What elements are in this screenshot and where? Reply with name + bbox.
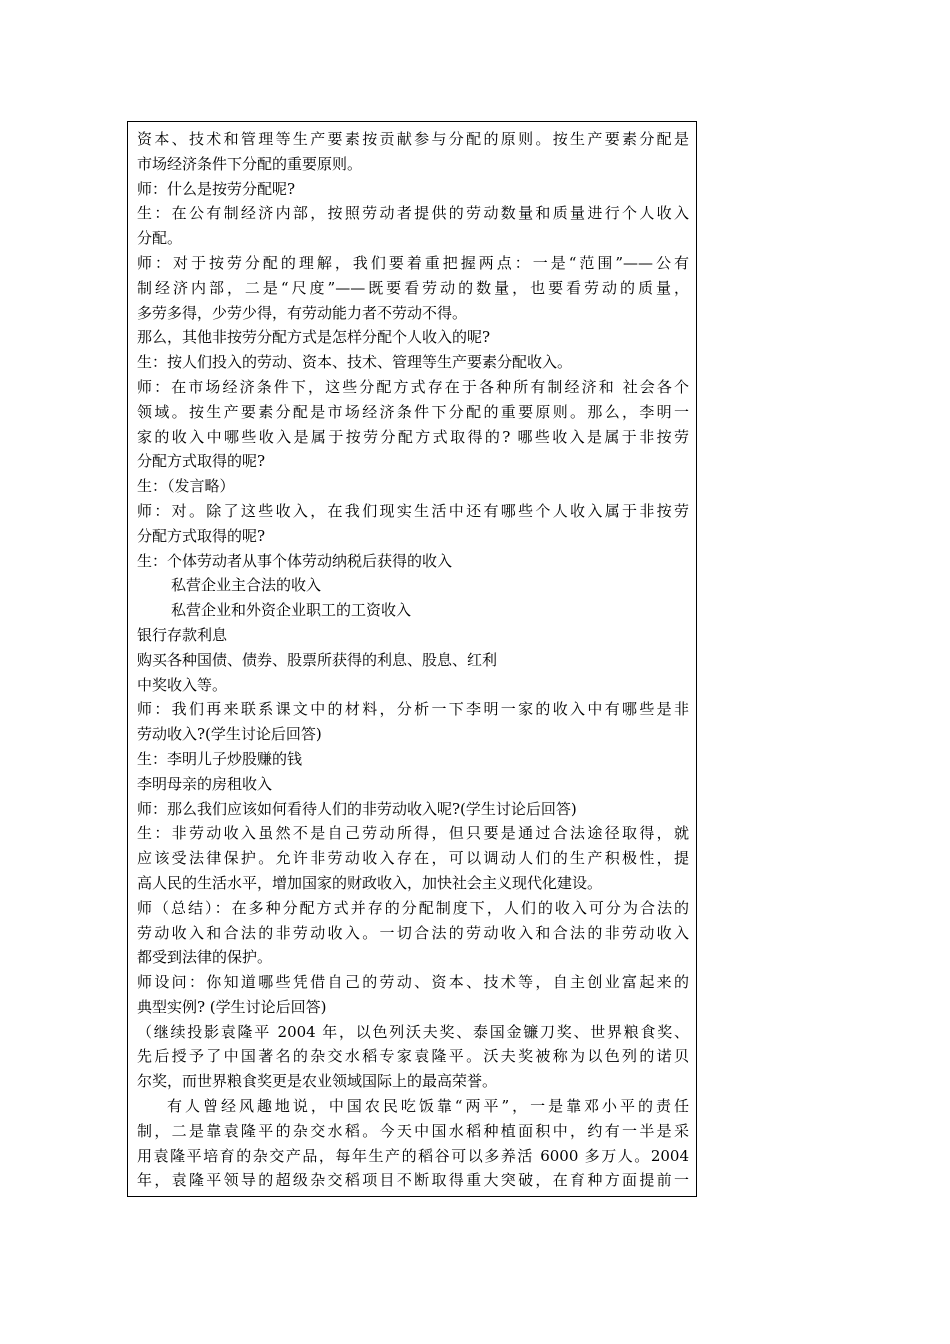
text-line: （继续投影袁隆平 2004 年，以色列沃夫奖、泰国金镰刀奖、世界粮食奖、 xyxy=(137,1022,689,1041)
document-frame xyxy=(127,121,697,1197)
text-line: 师：对。除了这些收入，在我们现实生活中还有哪些个人收入属于非按劳 xyxy=(137,501,689,520)
text-line: 师：在市场经济条件下，这些分配方式存在于各种所有制经济和 社会各个 xyxy=(137,377,689,396)
text-line: 劳动收入和合法的非劳动收入。一切合法的劳动收入和合法的非劳动收入 xyxy=(137,923,689,942)
text-line: 私营企业和外资企业职工的工资收入 xyxy=(171,601,412,620)
text-line: 多劳多得，少劳少得，有劳动能力者不劳动不得。 xyxy=(137,303,468,322)
text-line: 家的收入中哪些收入是属于按劳分配方式取得的? 哪些收入是属于非按劳 xyxy=(137,427,689,446)
text-line: 年，袁隆平领导的超级杂交稻项目不断取得重大突破，在育种方面提前一 xyxy=(137,1171,689,1190)
text-line: 制，二是靠袁隆平的杂交水稻。今天中国水稻种植面积中，约有一半是采 xyxy=(137,1121,689,1140)
text-line: 高人民的生活水平，增加国家的财政收入，加快社会主义现代化建设。 xyxy=(137,873,603,892)
text-line: 市场经济条件下分配的重要原则。 xyxy=(137,154,363,173)
text-line: 生：（发言略） xyxy=(137,477,235,496)
text-line: 分配方式取得的呢? xyxy=(137,452,266,471)
text-line: 有人曾经风趣地说，中国农民吃饭靠“两平”，一是靠邓小平的责任 xyxy=(167,1097,689,1116)
text-line: 购买各种国债、债券、股票所获得的利息、股息、红利 xyxy=(137,650,498,669)
text-line: 尔奖，而世界粮食奖更是农业领域国际上的最高荣誉。 xyxy=(137,1072,498,1091)
text-line: 典型实例? (学生讨论后回答) xyxy=(137,997,327,1016)
document-text xyxy=(137,127,689,1193)
text-line: 分配。 xyxy=(137,229,183,248)
text-line: 那么，其他非按劳分配方式是怎样分配个人收入的呢? xyxy=(137,328,491,347)
text-line: 师：那么我们应该如何看待人们的非劳动收入呢?(学生讨论后回答) xyxy=(137,799,577,818)
text-line: 生：非劳动收入虽然不是自己劳动所得，但只要是通过合法途径取得，就 xyxy=(137,824,689,843)
text-line: 先后授予了中国著名的杂交水稻专家袁隆平。沃夫奖被称为以色列的诺贝 xyxy=(137,1047,689,1066)
text-line: 师：什么是按劳分配呢? xyxy=(137,179,296,198)
text-line: 用袁隆平培育的杂交产品，每年生产的稻谷可以多养活 6000 多万人。2004 xyxy=(137,1146,689,1165)
text-line: 都受到法律的保护。 xyxy=(137,948,273,967)
text-line: 师设问：你知道哪些凭借自己的劳动、资本、技术等，自主创业富起来的 xyxy=(137,973,689,992)
text-line: 生：按人们投入的劳动、资本、技术、管理等生产要素分配收入。 xyxy=(137,353,573,372)
text-line: 生：在公有制经济内部，按照劳动者提供的劳动数量和质量进行个人收入 xyxy=(137,204,689,223)
text-line: 师：我们再来联系课文中的材料，分析一下李明一家的收入中有哪些是非 xyxy=(137,700,689,719)
text-line: 私营企业主合法的收入 xyxy=(171,576,322,595)
text-line: 银行存款利息 xyxy=(137,625,228,644)
text-line: 师（总结）：在多种分配方式并存的分配制度下，人们的收入可分为合法的 xyxy=(137,898,689,917)
text-line: 制经济内部，二是“尺度”——既要看劳动的数量，也要看劳动的质量， xyxy=(137,278,689,297)
text-line: 生：李明儿子炒股赚的钱 xyxy=(137,749,303,768)
text-line: 应该受法律保护。允许非劳动收入存在，可以调动人们的生产积极性，提 xyxy=(137,849,689,868)
text-line: 师：对于按劳分配的理解，我们要着重把握两点：一是“范围”——公有 xyxy=(137,253,689,272)
text-line: 领域。按生产要素分配是市场经济条件下分配的重要原则。那么，李明一 xyxy=(137,402,689,421)
text-line: 分配方式取得的呢? xyxy=(137,526,266,545)
text-line: 中奖收入等。 xyxy=(137,675,228,694)
text-line: 李明母亲的房租收入 xyxy=(137,774,273,793)
text-line: 资本、技术和管理等生产要素按贡献参与分配的原则。按生产要素分配是 xyxy=(137,130,689,148)
text-line: 生：个体劳动者从事个体劳动纳税后获得的收入 xyxy=(137,551,453,570)
text-line: 劳动收入?(学生讨论后回答) xyxy=(137,725,322,744)
